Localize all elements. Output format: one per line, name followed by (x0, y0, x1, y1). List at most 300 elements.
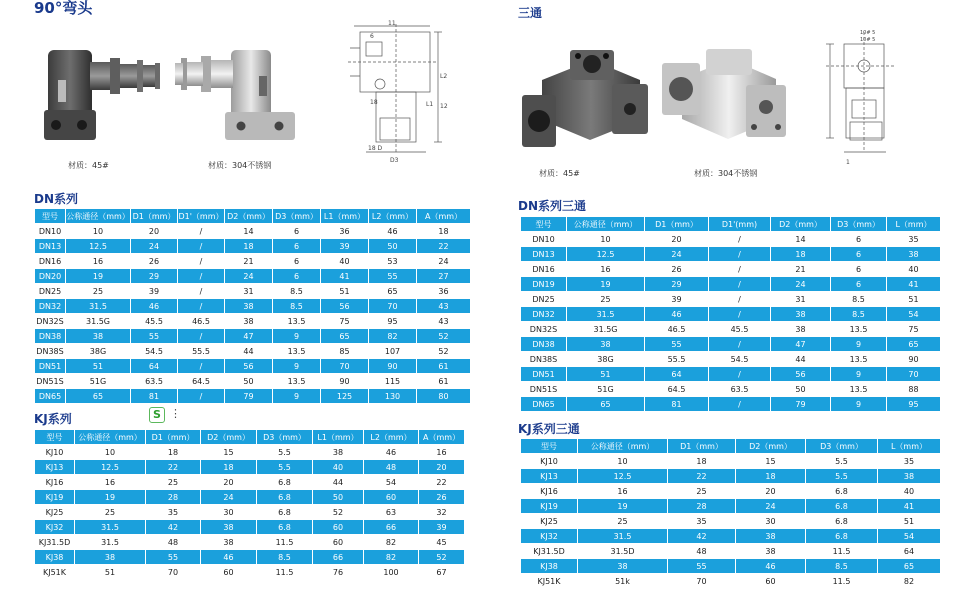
table-cell: 65 (66, 389, 131, 404)
table-cell: 6 (831, 277, 887, 292)
table-cell: 79 (771, 397, 831, 412)
table-cell: 82 (364, 550, 419, 565)
table-cell: DN38S (521, 352, 567, 367)
table-cell: 38 (225, 314, 273, 329)
table-cell: 63.5 (709, 382, 771, 397)
table-cell: DN32 (35, 299, 66, 314)
column-header: D1'(mm) (709, 217, 771, 232)
table-cell: 55 (668, 559, 736, 574)
elbow-304-stainless-photo (175, 40, 310, 150)
table-row (35, 269, 471, 284)
table-cell: KJ13 (521, 469, 578, 484)
column-header: L（mm） (887, 217, 941, 232)
table-cell: 20 (736, 484, 806, 499)
table-cell: 20 (201, 475, 257, 490)
table-cell: 40 (887, 262, 941, 277)
column-header: L2（mm） (369, 209, 417, 224)
column-header: D1'（mm） (178, 209, 225, 224)
table-cell: 6.8 (257, 490, 313, 505)
table-cell: 38G (567, 352, 645, 367)
table-cell: 36 (321, 224, 369, 239)
table-cell: 43 (417, 299, 471, 314)
table-cell: 55 (131, 329, 178, 344)
drawing-label: 11 (388, 20, 396, 27)
table-cell: KJ32 (521, 529, 578, 544)
table-cell: 46 (201, 550, 257, 565)
more-options-icon[interactable]: ⋮ (170, 407, 181, 420)
table-cell: 65 (878, 559, 941, 574)
table-cell: DN32 (521, 307, 567, 322)
table-cell: 9 (273, 359, 321, 374)
column-header: A（mm） (417, 209, 471, 224)
table-cell: 18 (201, 460, 257, 475)
column-header: L1（mm） (313, 430, 364, 445)
table-cell: 13.5 (273, 344, 321, 359)
table-cell: 6.8 (806, 529, 878, 544)
table-cell: DN25 (521, 292, 567, 307)
column-header: D3（mm） (257, 430, 313, 445)
table-cell: 10 (75, 445, 146, 460)
table-cell: 8.5 (257, 550, 313, 565)
table-row (35, 359, 471, 374)
table-cell: 8.5 (273, 299, 321, 314)
table-cell: 47 (225, 329, 273, 344)
table-cell: 52 (313, 505, 364, 520)
table-cell: 50 (369, 239, 417, 254)
table-cell: / (178, 239, 225, 254)
table-cell: 115 (369, 374, 417, 389)
table-cell: DN51S (35, 374, 66, 389)
table-cell: 29 (131, 269, 178, 284)
tee-dn-series-title: DN系列三通 (518, 199, 587, 213)
column-header: 公称通径（mm） (66, 209, 131, 224)
table-cell: 44 (225, 344, 273, 359)
table-cell: 26 (419, 490, 465, 505)
table-cell: 60 (313, 520, 364, 535)
table-cell: 70 (369, 299, 417, 314)
table-cell: 51 (567, 367, 645, 382)
table-cell: 16 (75, 475, 146, 490)
table-row (35, 329, 471, 344)
table-cell: 29 (645, 277, 709, 292)
table-cell: 55.5 (178, 344, 225, 359)
table-cell: 25 (567, 292, 645, 307)
table-cell: DN16 (35, 254, 66, 269)
table-cell: / (178, 284, 225, 299)
table-cell: 61 (417, 374, 471, 389)
table-cell: 10 (578, 454, 668, 469)
table-cell: KJ38 (35, 550, 75, 565)
table-cell: DN51 (521, 367, 567, 382)
table-cell: 46 (131, 299, 178, 314)
table-cell: 35 (146, 505, 201, 520)
table-cell: 82 (878, 574, 941, 589)
table-cell: 5.5 (806, 469, 878, 484)
table-cell: 13.5 (831, 352, 887, 367)
table-cell: 66 (364, 520, 419, 535)
table-cell: 48 (668, 544, 736, 559)
table-row (35, 505, 465, 520)
column-header: D2（mm） (736, 439, 806, 454)
table-cell: 64 (878, 544, 941, 559)
table-cell: DN16 (521, 262, 567, 277)
table-row (521, 469, 941, 484)
elbow-dn-table (34, 208, 471, 404)
table-row (521, 454, 941, 469)
table-cell: 35 (668, 514, 736, 529)
table-cell: 54 (364, 475, 419, 490)
table-cell: 51 (887, 292, 941, 307)
table-cell: 22 (419, 475, 465, 490)
table-cell: 25 (66, 284, 131, 299)
table-cell: 6.8 (257, 505, 313, 520)
table-cell: 6 (831, 247, 887, 262)
table-row (521, 307, 941, 322)
table-header-row (521, 217, 941, 232)
table-cell: 21 (225, 254, 273, 269)
table-cell: 41 (887, 277, 941, 292)
table-cell: 24 (736, 499, 806, 514)
table-cell: DN20 (35, 269, 66, 284)
tee-kj-series-title: KJ系列三通 (518, 422, 580, 436)
table-cell: 11.5 (257, 535, 313, 550)
table-cell: 48 (364, 460, 419, 475)
table-row (35, 344, 471, 359)
table-cell: 11.5 (806, 544, 878, 559)
table-cell: / (709, 262, 771, 277)
table-cell: 21 (771, 262, 831, 277)
table-cell: 31.5 (75, 535, 146, 550)
table-cell: 51G (66, 374, 131, 389)
table-row (521, 529, 941, 544)
table-cell: DN13 (35, 239, 66, 254)
table-cell: 35 (878, 454, 941, 469)
table-cell: 45 (419, 535, 465, 550)
table-cell: 43 (417, 314, 471, 329)
table-cell: KJ16 (521, 484, 578, 499)
table-cell: 79 (225, 389, 273, 404)
table-cell: 54.5 (131, 344, 178, 359)
table-cell: 18 (736, 469, 806, 484)
table-cell: 64.5 (178, 374, 225, 389)
table-cell: 30 (201, 505, 257, 520)
table-cell: 6 (831, 232, 887, 247)
table-cell: 13.5 (831, 322, 887, 337)
table-cell: DN10 (521, 232, 567, 247)
table-cell: 75 (321, 314, 369, 329)
drawing-label: 10# 5 (860, 37, 876, 43)
table-cell: 18 (771, 247, 831, 262)
table-row (521, 352, 941, 367)
table-cell: 24 (417, 254, 471, 269)
table-cell: 51 (321, 284, 369, 299)
table-cell: 56 (321, 299, 369, 314)
drawing-label: 10# 5 (860, 30, 876, 36)
table-cell: 52 (417, 344, 471, 359)
table-cell: 42 (668, 529, 736, 544)
elbow-caption-left: 材质：45# (68, 161, 109, 170)
table-cell: 60 (201, 565, 257, 580)
table-cell: 8.5 (831, 292, 887, 307)
table-row (521, 574, 941, 589)
table-cell: 41 (321, 269, 369, 284)
table-cell: 44 (771, 352, 831, 367)
table-cell: / (178, 299, 225, 314)
table-cell: / (178, 254, 225, 269)
table-cell: 52 (417, 329, 471, 344)
table-cell: KJ51K (521, 574, 578, 589)
table-row (521, 544, 941, 559)
elbow-45-steel-photo (40, 30, 170, 145)
table-cell: 45.5 (131, 314, 178, 329)
table-cell: 45.5 (709, 322, 771, 337)
table-cell: 10 (66, 224, 131, 239)
table-cell: DN13 (521, 247, 567, 262)
table-cell: KJ19 (35, 490, 75, 505)
table-cell: 51k (578, 574, 668, 589)
table-cell: 54 (887, 307, 941, 322)
table-cell: / (178, 359, 225, 374)
table-cell: 60 (364, 490, 419, 505)
column-header: 公称通径（mm） (567, 217, 645, 232)
table-cell: 42 (146, 520, 201, 535)
table-cell: 125 (321, 389, 369, 404)
table-cell: / (709, 337, 771, 352)
table-cell: 75 (887, 322, 941, 337)
table-cell: 28 (668, 499, 736, 514)
table-row (521, 397, 941, 412)
table-row (35, 374, 471, 389)
table-cell: 39 (131, 284, 178, 299)
table-header-row (35, 430, 465, 445)
table-cell: DN32S (35, 314, 66, 329)
table-cell: 61 (417, 359, 471, 374)
table-cell: 100 (364, 565, 419, 580)
table-cell: 16 (578, 484, 668, 499)
table-cell: 15 (736, 454, 806, 469)
table-row (35, 239, 471, 254)
drawing-label: 18 D (368, 145, 383, 152)
table-cell: 9 (273, 329, 321, 344)
table-cell: 46.5 (178, 314, 225, 329)
table-cell: KJ51K (35, 565, 75, 580)
table-cell: DN19 (521, 277, 567, 292)
table-cell: 70 (668, 574, 736, 589)
table-cell: 16 (66, 254, 131, 269)
table-cell: 38 (878, 469, 941, 484)
column-header: D3（mm） (806, 439, 878, 454)
tee-45-steel-photo (522, 40, 650, 158)
table-row (521, 382, 941, 397)
table-row (35, 284, 471, 299)
column-header: D1（mm） (668, 439, 736, 454)
table-cell: DN32S (521, 322, 567, 337)
drawing-label: L2 (440, 73, 448, 80)
table-cell: 40 (321, 254, 369, 269)
table-cell: 41 (878, 499, 941, 514)
tee-kj-table (520, 438, 941, 589)
tee-title: 三通 (518, 6, 543, 20)
s-badge-icon[interactable]: S (149, 407, 165, 423)
table-header-row (35, 209, 471, 224)
table-cell: 24 (771, 277, 831, 292)
table-cell: 25 (578, 514, 668, 529)
table-cell: 38 (75, 550, 146, 565)
table-cell: 28 (146, 490, 201, 505)
table-cell: 18 (668, 454, 736, 469)
table-cell: DN38S (35, 344, 66, 359)
table-cell: 19 (567, 277, 645, 292)
column-header: D2（mm） (771, 217, 831, 232)
table-cell: 40 (878, 484, 941, 499)
table-cell: 32 (419, 505, 465, 520)
table-cell: 8.5 (806, 559, 878, 574)
table-cell: KJ31.5D (35, 535, 75, 550)
table-row (35, 299, 471, 314)
elbow-technical-drawing (340, 18, 450, 166)
table-header-row (521, 439, 941, 454)
column-header: D1（mm） (131, 209, 178, 224)
table-cell: 38G (66, 344, 131, 359)
table-cell: 65 (887, 337, 941, 352)
table-cell: 8.5 (831, 307, 887, 322)
table-row (35, 550, 465, 565)
table-cell: KJ13 (35, 460, 75, 475)
table-cell: 64.5 (645, 382, 709, 397)
table-cell: 38 (225, 299, 273, 314)
table-cell: 46 (369, 224, 417, 239)
table-cell: 12.5 (567, 247, 645, 262)
table-cell: 6 (273, 239, 321, 254)
table-cell: 14 (225, 224, 273, 239)
table-row (521, 484, 941, 499)
column-header: D3（mm） (273, 209, 321, 224)
table-cell: 31 (771, 292, 831, 307)
table-cell: 55 (645, 337, 709, 352)
tee-dn-table (520, 216, 941, 412)
table-cell: DN38 (35, 329, 66, 344)
elbow-caption-right: 材质：304不锈钢 (208, 161, 272, 170)
table-cell: 27 (417, 269, 471, 284)
tee-caption-left: 材质：45# (539, 169, 580, 178)
table-cell: 55 (146, 550, 201, 565)
table-cell: 14 (771, 232, 831, 247)
table-cell: 9 (831, 367, 887, 382)
table-cell: DN65 (521, 397, 567, 412)
table-row (521, 262, 941, 277)
table-cell: 20 (131, 224, 178, 239)
table-cell: 63 (364, 505, 419, 520)
table-cell: 22 (146, 460, 201, 475)
table-cell: 31.5 (567, 307, 645, 322)
table-cell: 18 (225, 239, 273, 254)
table-cell: 24 (201, 490, 257, 505)
table-row (35, 565, 465, 580)
table-row (35, 490, 465, 505)
table-cell: DN51 (35, 359, 66, 374)
drawing-label: 12 (440, 103, 448, 110)
table-cell: 31.5G (567, 322, 645, 337)
column-header: D1（mm） (645, 217, 709, 232)
table-cell: 48 (146, 535, 201, 550)
table-cell: 64 (645, 367, 709, 382)
table-cell: 13.5 (273, 314, 321, 329)
table-cell: 22 (668, 469, 736, 484)
table-cell: 36 (417, 284, 471, 299)
table-cell: KJ10 (35, 445, 75, 460)
table-cell: 46.5 (645, 322, 709, 337)
column-header: L2（mm） (364, 430, 419, 445)
tee-304-stainless-photo (660, 45, 790, 157)
table-cell: 46 (736, 559, 806, 574)
drawing-label: 6 (370, 33, 374, 40)
table-cell: 81 (645, 397, 709, 412)
table-cell: / (709, 232, 771, 247)
table-cell: 39 (321, 239, 369, 254)
table-cell: 44 (313, 475, 364, 490)
table-cell: KJ19 (521, 499, 578, 514)
table-cell: / (709, 397, 771, 412)
table-cell: 31.5 (66, 299, 131, 314)
table-cell: 60 (736, 574, 806, 589)
table-cell: 15 (201, 445, 257, 460)
table-cell: 85 (321, 344, 369, 359)
table-cell: 56 (225, 359, 273, 374)
table-cell: 95 (369, 314, 417, 329)
table-cell: DN65 (35, 389, 66, 404)
table-cell: 20 (645, 232, 709, 247)
table-cell: 50 (225, 374, 273, 389)
table-cell: DN10 (35, 224, 66, 239)
table-cell: 65 (369, 284, 417, 299)
table-cell: 81 (131, 389, 178, 404)
table-cell: 11.5 (257, 565, 313, 580)
drawing-label: D3 (390, 157, 399, 164)
table-cell: 53 (369, 254, 417, 269)
table-cell: 11.5 (806, 574, 878, 589)
table-row (35, 224, 471, 239)
elbow-dn-series-title: DN系列 (34, 192, 79, 206)
table-cell: 31.5 (578, 529, 668, 544)
table-cell: 24 (645, 247, 709, 262)
table-cell: 51G (567, 382, 645, 397)
table-cell: 107 (369, 344, 417, 359)
table-row (521, 322, 941, 337)
table-row (521, 292, 941, 307)
table-row (35, 460, 465, 475)
table-cell: 65 (567, 397, 645, 412)
table-cell: KJ25 (35, 505, 75, 520)
table-cell: / (709, 307, 771, 322)
table-cell: 31.5 (75, 520, 146, 535)
table-row (35, 520, 465, 535)
table-cell: 6.8 (806, 484, 878, 499)
table-row (35, 535, 465, 550)
table-cell: 63.5 (131, 374, 178, 389)
table-cell: 38 (313, 445, 364, 460)
table-cell: 38 (887, 247, 941, 262)
table-row (521, 499, 941, 514)
table-cell: KJ38 (521, 559, 578, 574)
column-header: A（mm） (419, 430, 465, 445)
table-cell: 13.5 (273, 374, 321, 389)
table-cell: 70 (146, 565, 201, 580)
table-cell: DN25 (35, 284, 66, 299)
column-header: 公称通径（mm） (75, 430, 146, 445)
table-cell: 9 (273, 389, 321, 404)
table-cell: 24 (131, 239, 178, 254)
table-row (521, 247, 941, 262)
